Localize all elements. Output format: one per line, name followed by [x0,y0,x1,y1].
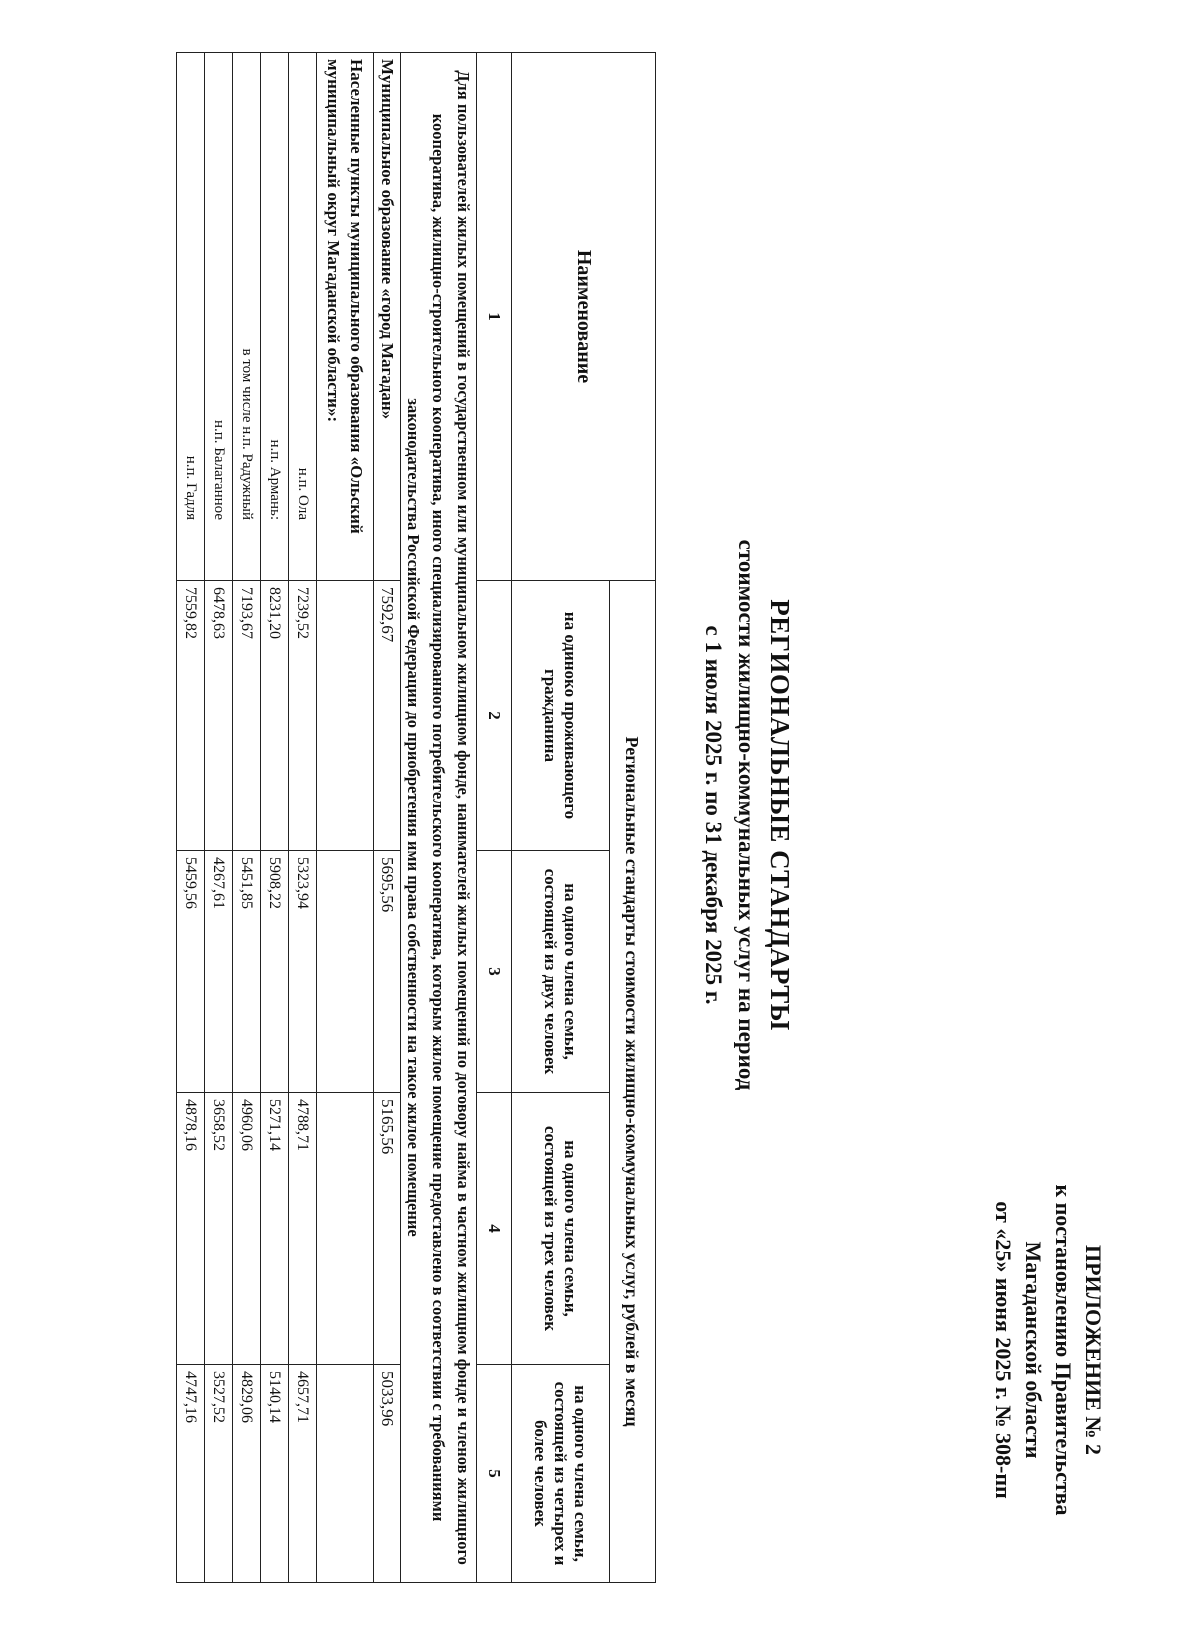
category-note: Для пользователей жилых помещений в государственном или муниципальном жилищном фонде, нанимателей жилых помещений по договору найма в частном жилищном фонде и членов жилищного кооператива, жилищно-строительного кооператива, иного специализированного потребительского кооператива, которым жилое помещение предоставлено в соответствии с требованиями законодательства Российской Федерации до приобретения ими права собственности на такое жилое помещение [401,53,477,1583]
header-group: Региональные стандарты стоимости жилищно-коммунальных услуг, рублей в месяц [610,581,656,1583]
table-header-row [610,53,656,1583]
table-row [289,53,317,1583]
category-note-row [401,53,477,1583]
column-number-row [477,53,512,1583]
row-name: Муниципальное образование «город Магадан» [374,53,401,581]
value-three [317,1093,374,1365]
column-number: 1 [477,53,512,581]
header-col-single: на одиноко проживающего гражданина [512,581,610,851]
value-two: 5908,22 [261,851,289,1093]
table-row [261,53,289,1583]
value-three: 4960,06 [233,1093,261,1365]
row-name: н.п. Гадля [177,53,205,581]
value-two: 5695,56 [374,851,401,1093]
row-name: н.п. Ола [289,53,317,581]
table-row [177,53,205,1583]
value-single: 8231,20 [261,581,289,851]
standards-table [176,52,656,1583]
title-subject: стоимости жилищно-коммунальных услуг на период [734,539,759,1091]
title-main: РЕГИОНАЛЬНЫЕ СТАНДАРТЫ [765,599,795,1031]
value-two [317,851,374,1093]
value-three: 5165,56 [374,1093,401,1365]
table-row [233,53,261,1583]
value-four: 5033,96 [374,1365,401,1583]
value-three: 4878,16 [177,1093,205,1365]
appendix-header [988,1140,1108,1560]
value-four [317,1365,374,1583]
value-two: 5451,85 [233,851,261,1093]
value-single [317,581,374,851]
header-col-two: на одного члена семьи, состоящей из двух человек [512,851,610,1093]
value-four: 4829,06 [233,1365,261,1583]
value-two: 4267,61 [205,851,233,1093]
value-four: 5140,14 [261,1365,289,1583]
row-name: в том числе н.п. Радужный [233,53,261,581]
value-three: 3658,52 [205,1093,233,1365]
row-name: н.п. Балаганное [205,53,233,581]
column-number: 3 [477,851,512,1093]
appendix-date: от «25» июня 2025 г. № 308-пп [991,1201,1016,1499]
row-name: Населенные пункты муниципального образования «Ольский муниципальный округ Магаданской области»: [317,53,374,581]
value-single: 7559,82 [177,581,205,851]
value-single: 7592,67 [374,581,401,851]
document-title [697,300,796,1330]
value-single: 6478,63 [205,581,233,851]
title-period: с 1 июля 2025 г. по 31 декабря 2025 г. [701,625,726,1005]
appendix-number: ПРИЛОЖЕНИЕ № 2 [1081,1244,1106,1456]
header-col-three: на одного члена семьи, состоящей из трех человек [512,1093,610,1365]
appendix-reference: к постановлению Правительства [1051,1184,1076,1516]
value-four: 4657,71 [289,1365,317,1583]
value-four: 3527,52 [205,1365,233,1583]
value-four: 4747,16 [177,1365,205,1583]
table-row [205,53,233,1583]
table-row [374,53,401,1583]
column-number: 4 [477,1093,512,1365]
table-row [317,53,374,1583]
value-two: 5323,94 [289,851,317,1093]
value-two: 5459,56 [177,851,205,1093]
row-name: н.п. Армань: [261,53,289,581]
value-single: 7193,67 [233,581,261,851]
value-three: 4788,71 [289,1093,317,1365]
header-name: Наименование [512,53,656,581]
value-three: 5271,14 [261,1093,289,1365]
header-col-four: на одного члена семьи, состоящей из четырех и более человек [512,1365,610,1583]
appendix-region: Магаданской области [1021,1241,1046,1459]
column-number: 5 [477,1365,512,1583]
column-number: 2 [477,581,512,851]
value-single: 7239,52 [289,581,317,851]
